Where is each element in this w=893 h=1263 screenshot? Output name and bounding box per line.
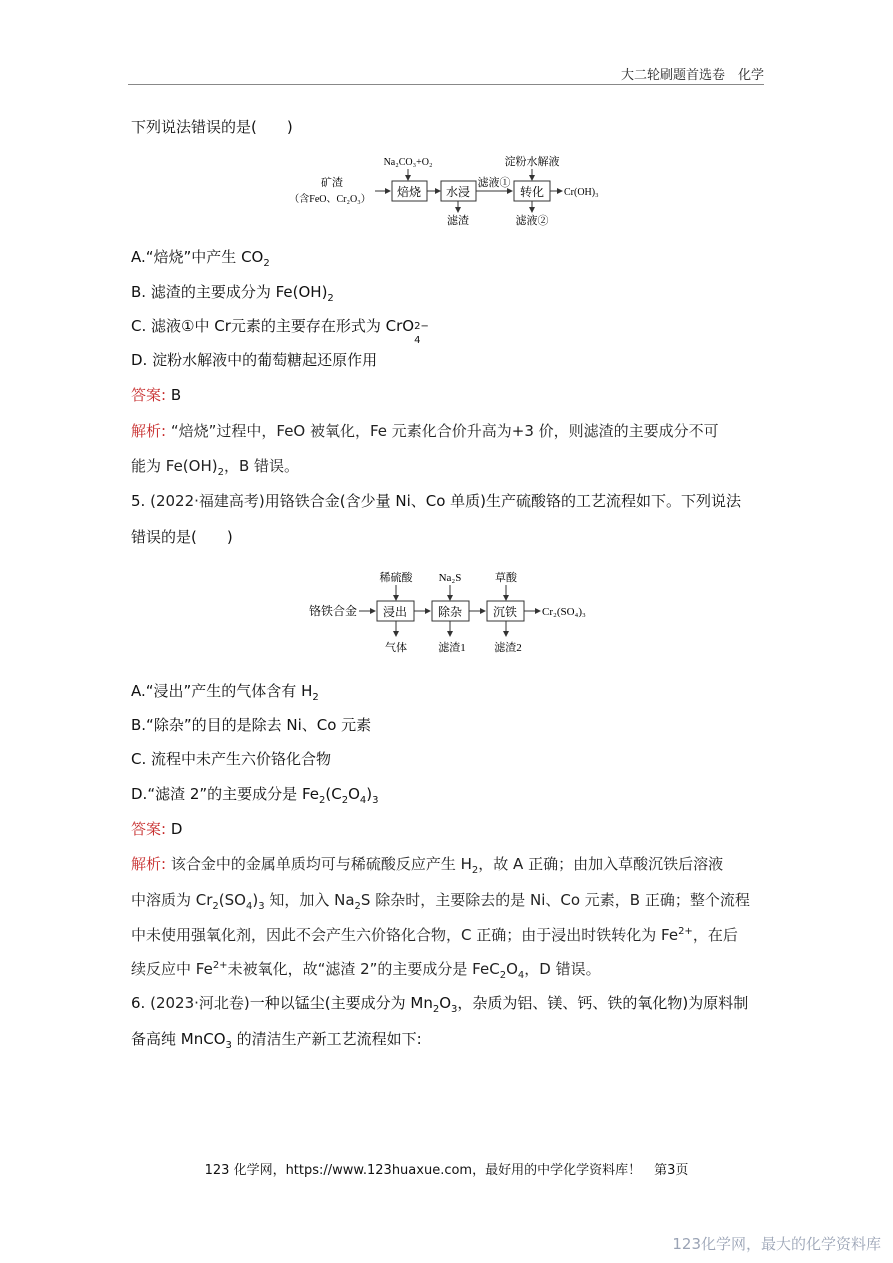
flow1-step1-label: 焙烧 (396, 185, 422, 199)
flow2-out1: 气体 (385, 642, 407, 654)
flow2-product: Cr₂(SO₄)₃ (542, 606, 586, 618)
q5-analysis-line-3: 中未使用强氧化剂，因此不会产生六价铬化合物，C 正确；由于浸出时铁转化为 $Fe^{2+}$，在后 (131, 926, 738, 944)
q5-option-b: B.“除杂”的目的是除去 Ni、Co 元素 (131, 716, 372, 734)
flow2-reagent2: Na₂S (438, 572, 462, 584)
analysis-line-2: 能为 $Fe(OH)_2$，B 错误。 (131, 457, 300, 478)
q5-analysis-line-2: 中溶质为 $Cr_2(SO_4)_3$ 知，加入 $Na_2S$ 除杂时，主要除去的是 Ni、Co 元素，B 正确；整个流程 (131, 891, 750, 912)
flow1-out2: 滤渣 (447, 215, 469, 227)
flowchart-ore-process (0, 0, 893, 240)
question-stem: 下列说法错误的是( ) (131, 118, 293, 136)
flow2-start: 铬铁合金 (308, 604, 358, 618)
q5-line-2: 错误的是( ) (131, 528, 233, 546)
flow2-step3-label: 沉铁 (492, 605, 518, 619)
flow2-reagent3: 草酸 (495, 572, 517, 584)
flow1-start-label: 矿渣 (321, 177, 343, 189)
flow1-step2-label: 水浸 (445, 185, 471, 199)
q5-option-d: D.“滤渣 2”的主要成分是 $Fe_2(C_2O_4)_3$ (131, 785, 379, 806)
option-c: C. 滤液①中 Cr元素的主要存在形式为 CrO 2− 4 (131, 317, 429, 346)
option-a: A.“焙烧”中产生 $CO_2$ (131, 248, 270, 269)
option-d: D. 淀粉水解液中的葡萄糖起还原作用 (131, 351, 378, 369)
page-footer: 123 化学网，https://www.123huaxue.com，最好用的中学化学资料库！ 第3页 (204, 1163, 689, 1178)
q5-analysis-line-4: 续反应中 $Fe^{2+}$未被氧化，故“滤渣 2”的主要成分是 $FeC_2O_4$，D 错误。 (131, 960, 601, 981)
flow1-out3: 滤液② (515, 215, 549, 227)
flow2-step1-label: 浸出 (382, 605, 408, 619)
page-header: 大二轮刷题首选卷 化学 (620, 68, 764, 83)
option-b: B. 滤渣的主要成分为 $Fe(OH)_2$ (131, 283, 334, 304)
watermark: 123化学网，最大的化学资料库 (672, 1235, 881, 1253)
q5-option-c: C. 流程中未产生六价铬化合物 (131, 750, 332, 768)
flow1-start-note: （含FeO、Cr₂O₃） (289, 194, 371, 205)
q5-line-1: 5. (2022·福建高考)用铬铁合金(含少量 Ni、Co 单质)生产硫酸铬的工艺流程如下。下列说法 (131, 492, 742, 510)
flow1-step3-label: 转化 (519, 185, 545, 199)
q5-option-a: A.“浸出”产生的气体含有 $H_2$ (131, 682, 319, 703)
q5-answer-line: 答案: D (131, 820, 183, 838)
q6-line-1: 6. (2023·河北卷)一种以锰尘(主要成分为 $Mn_2O_3$，杂质为铝、镁、钙、铁的氧化物)为原料制 (131, 994, 749, 1015)
q6-line-2: 备高纯 MnCO$_3$ 的清洁生产新工艺流程如下: (131, 1030, 422, 1051)
flow2-reagent1: 稀硫酸 (379, 572, 413, 584)
flow2-step2-label: 除杂 (437, 605, 463, 619)
flow1-reagent3: 淀粉水解液 (504, 156, 560, 168)
flow1-product: Cr(OH)₃ (564, 187, 599, 198)
q5-analysis-line-1: 解析: 该合金中的金属单质均可与稀硫酸反应产生 $H_2$，故 A 正确；由加入草酸沉铁后溶液 (131, 855, 724, 876)
flow1-reagent1: Na₂CO₃+O₂ (383, 157, 433, 168)
flow2-out2: 滤渣1 (438, 642, 466, 654)
answer-line: 答案: B (131, 386, 182, 404)
analysis-line-1: 解析: “焙烧”过程中，FeO 被氧化，Fe 元素化合价升高为+3 价，则滤渣的主要成分不可 (131, 422, 719, 440)
flow2-out3: 滤渣2 (494, 642, 522, 654)
flowchart-chromium-sulfate (0, 560, 893, 660)
flow1-filtrate1: 滤液① (477, 177, 511, 189)
